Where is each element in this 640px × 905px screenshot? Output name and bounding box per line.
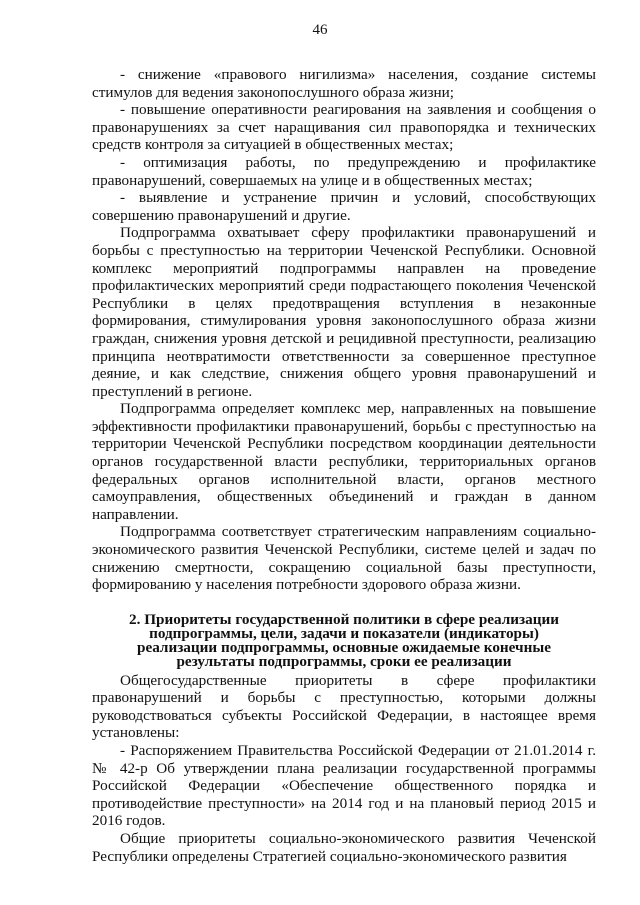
bullet-item: - выявление и устранение причин и условий, способствующих совершению правонарушений и другие. (92, 189, 596, 224)
paragraph: Общегосударственные приоритеты в сфере профилактики правонарушений и борьбы с преступностью, которыми должны руководствоваться субъекты Российской Федерации, в настоящее время установлены: (92, 671, 596, 742)
paragraph: Подпрограмма определяет комплекс мер, направленных на повышение эффективности профилактики правонарушений, борьбы с преступностью на территории Чеченской Республики посредством координации деятельности органов государственной власти республики, территориальных органов федеральных органов исполнительной власти, органов местного самоуправления, общественных объединений и граждан в данном направлении. (92, 400, 596, 523)
bullet-item: - повышение оперативности реагирования на заявления и сообщения о правонарушениях за счет наращивания сил правопорядка и технических средств контроля за ситуацией в общественных местах; (92, 101, 596, 154)
document-body (92, 66, 596, 865)
page-number: 46 (312, 22, 328, 38)
paragraph: Подпрограмма охватывает сферу профилактики правонарушений и борьбы с преступностью на территории Чеченской Республики. Основной комплекс мероприятий подпрограммы направлен на проведение профилактических мероприятий среди подрастающего поколения Чеченской Республики в целях предотвращения вступления в незаконные формирования, стимулирования уровня законопослушного образа жизни граждан, снижения уровня детской и рецидивной преступности, реализацию принципа неотвратимости ответственности за совершенное преступное деяние, и как следствие, снижения общего уровня правонарушений и преступлений в регионе. (92, 224, 596, 400)
section-heading: 2. Приоритеты государственной политики в сфере реализации подпрограммы, цели, задачи и показатели (индикаторы) реализации подпрограммы, основные ожидаемые конечные результаты подпрограммы, сроки ее реализации (129, 610, 559, 671)
bullet-item: - снижение «правового нигилизма» населения, создание системы стимулов для ведения законопослушного образа жизни; (92, 66, 596, 101)
paragraph: Подпрограмма соответствует стратегическим направлениям социально-экономического развития Чеченской Республики, системе целей и задач по снижению смертности, сокращению социальной базы преступности, формированию у населения потребности здорового образа жизни. (92, 523, 596, 594)
paragraph: Общие приоритеты социально-экономического развития Чеченской Республики определены Стратегией социально-экономического развития (92, 829, 596, 865)
bullet-item: - Распоряжением Правительства Российской Федерации от 21.01.2014 г. № 42-р Об утверждении плана реализации государственной программы Российской Федерации «Обеспечение общественного порядка и противодействие преступности» на 2014 год и на плановый период 2015 и 2016 годов. (92, 742, 596, 830)
bullet-item: - оптимизация работы, по предупреждению и профилактике правонарушений, совершаемых на улице и в общественных местах; (92, 153, 596, 189)
